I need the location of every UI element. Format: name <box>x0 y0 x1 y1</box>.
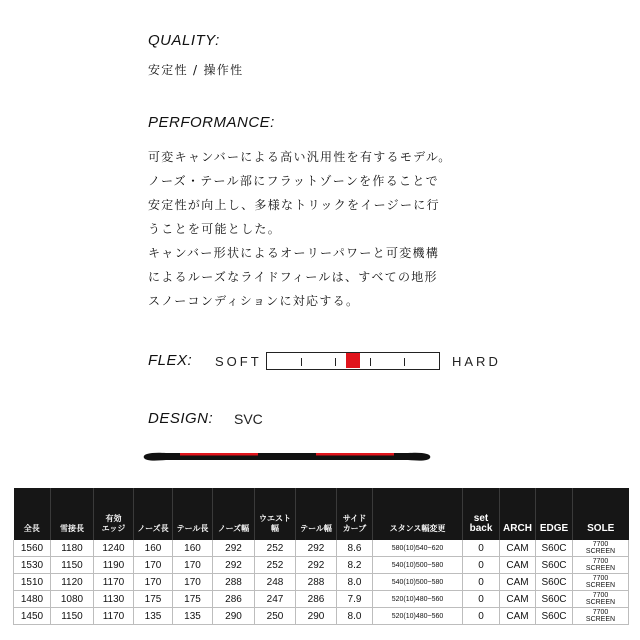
table-cell: 288 <box>296 574 337 591</box>
table-row <box>14 540 629 557</box>
performance-line: 可変キャンバーによる高い汎用性を有するモデル。 <box>148 150 452 164</box>
column-header: set back <box>463 488 500 540</box>
table-cell: 286 <box>213 591 255 608</box>
table-cell: S60C <box>536 540 573 557</box>
table-cell: 8.0 <box>337 574 373 591</box>
table-row <box>14 608 629 625</box>
quality-heading: QUALITY: <box>148 32 220 49</box>
table-cell: 1150 <box>51 608 94 625</box>
column-header: ARCH <box>500 488 536 540</box>
spec-table <box>13 488 629 625</box>
spec-header-row <box>14 488 629 540</box>
table-cell: 8.0 <box>337 608 373 625</box>
table-cell: 170 <box>173 574 213 591</box>
table-cell: 160 <box>173 540 213 557</box>
table-cell: 292 <box>296 557 337 574</box>
table-cell: 1190 <box>94 557 134 574</box>
board-profile-image <box>140 446 435 468</box>
performance-line: うことを可能とした。 <box>148 222 282 236</box>
flex-tick <box>404 358 405 366</box>
table-cell: 1560 <box>14 540 51 557</box>
table-cell: 135 <box>134 608 173 625</box>
performance-line: キャンバー形状によるオーリーパワーと可変機構 <box>148 246 440 260</box>
table-cell: 1240 <box>94 540 134 557</box>
column-header: スタンス幅変更 <box>373 488 463 540</box>
table-cell: CAM <box>500 591 536 608</box>
table-cell: 7700 SCREEN <box>573 591 629 608</box>
table-cell: 286 <box>296 591 337 608</box>
flex-hard-label: HARD <box>452 354 501 369</box>
table-cell: 170 <box>134 557 173 574</box>
column-header: 全長 <box>14 488 51 540</box>
table-cell: 290 <box>213 608 255 625</box>
table-cell: 1150 <box>51 557 94 574</box>
column-header: 雪接長 <box>51 488 94 540</box>
table-cell: 0 <box>463 557 500 574</box>
design-heading: DESIGN: <box>148 410 214 427</box>
table-row <box>14 557 629 574</box>
table-cell: 288 <box>213 574 255 591</box>
table-cell: 0 <box>463 540 500 557</box>
flex-marker <box>346 353 360 368</box>
table-cell: 252 <box>255 540 296 557</box>
table-cell: CAM <box>500 574 536 591</box>
performance-line: ノーズ・テール部にフラットゾーンを作ることで <box>148 174 439 188</box>
column-header: 有効 エッジ <box>94 488 134 540</box>
table-cell: 520(10)480~560 <box>373 608 463 625</box>
table-cell: 1120 <box>51 574 94 591</box>
table-cell: 175 <box>134 591 173 608</box>
table-cell: 170 <box>134 574 173 591</box>
column-header: ノーズ幅 <box>213 488 255 540</box>
table-cell: S60C <box>536 591 573 608</box>
table-cell: CAM <box>500 608 536 625</box>
table-cell: 1530 <box>14 557 51 574</box>
flex-soft-label: SOFT <box>215 354 262 369</box>
table-cell: 1450 <box>14 608 51 625</box>
table-cell: 292 <box>213 540 255 557</box>
table-cell: 520(10)480~560 <box>373 591 463 608</box>
table-cell: 7700 SCREEN <box>573 608 629 625</box>
table-cell: 1080 <box>51 591 94 608</box>
table-cell: 1170 <box>94 574 134 591</box>
table-cell: 0 <box>463 591 500 608</box>
column-header: サイド カーブ <box>337 488 373 540</box>
table-cell: 580(10)540~620 <box>373 540 463 557</box>
table-cell: 290 <box>296 608 337 625</box>
table-cell: 252 <box>255 557 296 574</box>
table-cell: 7700 SCREEN <box>573 574 629 591</box>
table-cell: 250 <box>255 608 296 625</box>
table-cell: S60C <box>536 557 573 574</box>
table-cell: 170 <box>173 557 213 574</box>
table-cell: 7.9 <box>337 591 373 608</box>
table-cell: 540(10)500~580 <box>373 574 463 591</box>
column-header: ノーズ長 <box>134 488 173 540</box>
table-cell: S60C <box>536 574 573 591</box>
performance-heading: PERFORMANCE: <box>148 114 275 131</box>
table-cell: 8.6 <box>337 540 373 557</box>
flex-tick <box>301 358 302 366</box>
table-cell: 248 <box>255 574 296 591</box>
flex-gauge <box>266 352 440 370</box>
table-cell: 135 <box>173 608 213 625</box>
table-cell: 7700 SCREEN <box>573 540 629 557</box>
table-cell: S60C <box>536 608 573 625</box>
flex-tick <box>370 358 371 366</box>
table-cell: 1480 <box>14 591 51 608</box>
table-cell: 292 <box>213 557 255 574</box>
column-header: SOLE <box>573 488 629 540</box>
quality-text: 安定性 / 操作性 <box>148 63 244 77</box>
flex-heading: FLEX: <box>148 352 193 369</box>
performance-line: スノーコンディションに対応する。 <box>148 294 360 308</box>
table-cell: 292 <box>296 540 337 557</box>
performance-line: によるルーズなライドフィールは、すべての地形 <box>148 270 438 284</box>
table-cell: 247 <box>255 591 296 608</box>
table-row <box>14 591 629 608</box>
table-cell: 0 <box>463 608 500 625</box>
flex-tick <box>335 358 336 366</box>
table-cell: 8.2 <box>337 557 373 574</box>
table-cell: 1170 <box>94 608 134 625</box>
column-header: テール幅 <box>296 488 337 540</box>
table-cell: CAM <box>500 540 536 557</box>
table-cell: 0 <box>463 574 500 591</box>
table-cell: 1130 <box>94 591 134 608</box>
column-header: ウエスト幅 <box>255 488 296 540</box>
table-cell: 175 <box>173 591 213 608</box>
table-cell: 1180 <box>51 540 94 557</box>
table-cell: 540(10)500~580 <box>373 557 463 574</box>
table-cell: 160 <box>134 540 173 557</box>
design-value: SVC <box>234 411 263 427</box>
performance-line: 安定性が向上し、多様なトリックをイージーに行 <box>148 198 440 212</box>
table-cell: 1510 <box>14 574 51 591</box>
column-header: EDGE <box>536 488 573 540</box>
table-cell: CAM <box>500 557 536 574</box>
performance-text <box>148 145 508 313</box>
table-cell: 7700 SCREEN <box>573 557 629 574</box>
column-header: テール長 <box>173 488 213 540</box>
table-row <box>14 574 629 591</box>
